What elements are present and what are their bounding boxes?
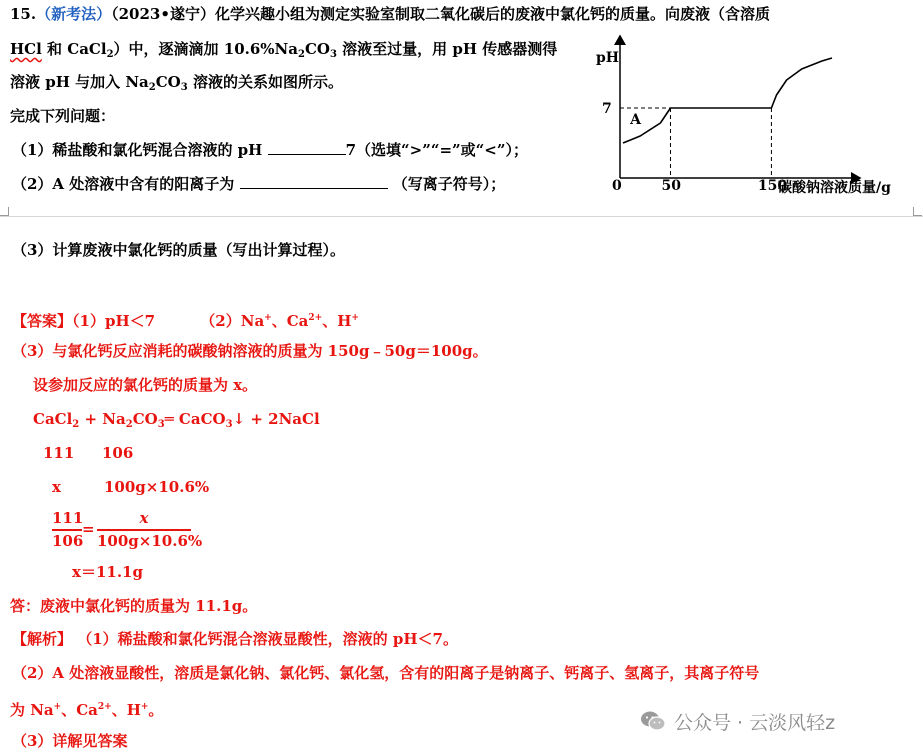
analysis-line-4: （3）详解见答案 <box>12 732 128 750</box>
point-a-label: A <box>630 112 641 128</box>
known-mass: 100g×10.6% <box>104 478 210 496</box>
corner-mark-left <box>0 207 9 216</box>
y-ticks <box>602 101 612 117</box>
fraction-right-numerator: x <box>139 509 149 527</box>
question-2: （2）A 处溶液中含有的阳离子为 （写离子符号）； <box>12 175 506 193</box>
fraction-right-denominator: 100g×10.6% <box>97 532 203 550</box>
hcl-formula: HCl <box>10 40 42 58</box>
x-tick-label-150: 150 <box>757 178 788 194</box>
analysis-label: 【解析】 <box>12 630 73 648</box>
conclusion: 答：废液中氯化钙的质量为 11.1g。 <box>10 597 258 615</box>
answer-line-2: （3）与氯化钙反应消耗的碳酸钠溶液的质量为 150g﹣50g＝100g。 <box>12 342 488 360</box>
analysis-line-2: （2）A 处溶液显酸性，溶质是氯化钠、氯化钙、氯化氢，含有的阳离子是钠离子、钙离子、氢离子，其离子符号 <box>12 664 760 682</box>
ph-chart-svg <box>590 30 923 215</box>
y-tick-label-7: 7 <box>602 101 612 117</box>
ph-chart <box>590 30 923 215</box>
molar-mass-cacl2: 111 <box>43 444 75 462</box>
watermark <box>640 706 915 736</box>
question-prompt: 完成下列问题： <box>10 107 116 125</box>
question-line-3: 溶液 pH 与加入 $Na_2CO_3$ 溶液的关系如图所示。 <box>10 73 343 93</box>
fraction-equals: = <box>82 520 95 538</box>
answer-blank-1[interactable] <box>268 140 346 155</box>
corner-mark-right <box>913 207 922 216</box>
answer-blank-2[interactable] <box>240 174 388 189</box>
x-tick-label-50: 50 <box>661 178 681 194</box>
question-source: （2023•遂宁） <box>111 5 215 23</box>
question-line-1: 15.（新考法）（2023•遂宁）化学兴趣小组为测定实验室制取二氧化碳后的废液中氯化钙的质量。向废液（含溶质 <box>10 5 770 23</box>
x-axis-label: 碳酸钠溶液质量/g <box>778 180 891 196</box>
answer-line-3: 设参加反应的氯化钙的质量为 x。 <box>33 376 258 394</box>
question-number: 15. <box>10 5 37 23</box>
question-1: （1）稀盐酸和氯化钙混合溶液的 pH 7（选填“>”“=”或“<”）； <box>12 141 528 159</box>
section-divider <box>0 216 923 217</box>
guide-lines <box>620 108 771 178</box>
x-ticks <box>661 178 787 194</box>
ph-curve <box>623 58 832 143</box>
question-line-2: HCl 和 CaCl$_2$）中，逐滴滴加 $10.6\%Na_2CO_3$ 溶液至过量，用 pH 传感器测得 <box>10 40 558 60</box>
wechat-icon <box>640 710 666 732</box>
question-3: （3）计算废液中氯化钙的质量（写出计算过程）。 <box>12 241 345 259</box>
result: x＝11.1g <box>72 563 143 581</box>
analysis-line-1: 【解析】 （1）稀盐酸和氯化钙混合溶液显酸性，溶液的 pH＜7。 <box>12 630 458 648</box>
unknown-x: x <box>52 478 61 496</box>
fraction-left-denominator: 106 <box>52 532 84 550</box>
molar-mass-na2co3: 106 <box>102 444 134 462</box>
question-tag: （新考法） <box>36 5 112 23</box>
watermark-text: 公众号 · 云淡风轻z <box>674 711 836 734</box>
chemical-equation: CaCl$_2$ + $Na_2CO_3═$ CaCO$_3$↓ + 2NaCl <box>33 410 320 430</box>
fraction-left-numerator: 111 <box>52 509 84 527</box>
origin-label: 0 <box>612 178 622 194</box>
y-axis-label: pH <box>596 50 620 66</box>
analysis-line-3: 为 Na+、$Ca^{2+}$、H+。 <box>10 701 164 719</box>
answer-line-1: 【答案】（1）pH＜7 （2）Na+、$Ca^{2+}$、H+ <box>12 312 359 330</box>
answer-label: 【答案】 <box>12 312 73 330</box>
